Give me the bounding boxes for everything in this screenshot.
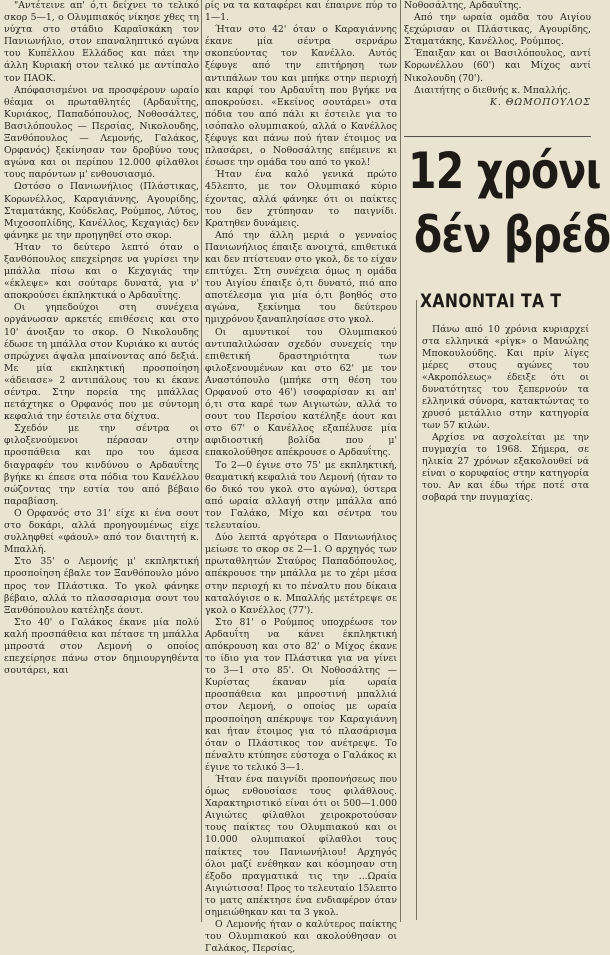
article-column-2: [205, 0, 397, 955]
paragraph: Στο 40' ο Γαλάκος έκανε μία πολύ καλή προσπάθεια και πέτασε τη μπάλλα μπροστά στον Λεμονή ο οποίος επεχείρησε πάνω στον δημιουργηθέντα σουτάρει, και: [4, 616, 199, 677]
paragraph: Έπαιξαν και οι Βασιλόπουλος, αντί Κορωνέλλου (60') και Μίχος αντί Νικολουδη (70').: [404, 48, 591, 84]
paragraph: Από την ωραία ομάδα του Αιγίου ξεχώρισαν οι Πλάστικας, Αγουρίδης, Σταματάκης, Κανέλλος, Ρούμπος.: [404, 12, 591, 48]
paragraph: Οι γηπεδούχοι στη συνέχεια οργάνωσαν αρκετές επιθέσεις και στο 10' άνοιξαν το σκορ. Ο Νικολουδης έδωσε τη μπάλλα στον Κυριάκο κι αυτός σπρώχνει άψαλα μπαίνοντας από δεξιά. Με μία εκπληκτική προσποίηση «άδειασε» 2 αντιπάλους του κι έκανε σέντρα. Στην πορεία της μπάλλας πετάχτηκε ο Ορφανός που με σύντομη κεφαλιά την έστειλε στα δίχτυα.: [4, 302, 199, 423]
paragraph: Στο 81' ο Ρούμπος υποχρέωσε τον Αρδαυΐτη να κάνει έκπληκτική απόκρουση και στο 82' ο Μίχος έκανε το ίδιο για τον Πλάστικα για να γίνει το 3—1 στο 85'. Οι Νοθοσάλτης — Κυρίστας έκαναν μία ωραία προσπάθεια και μπροστινή μπαλλιά στον Λεμονή, ο οποίος με ωραία προσποίηση απέκρυψε τον Καραγιάννη και ήταν έτοιμος για τό πλασάρισμα όταν ο Πλάστικος τον ανέτρεψε. Το πέναλτυ κτύπησε εύστοχα ο Γαλάκος κι έγινε το τελικό 3—1.: [205, 616, 397, 773]
paragraph: Το 2—0 έγινε στο 75' με εκπληκτική, θεαματική κεφαλιά του Λεμονή (ήταν το 6ο δικό του γκολ στο αγώνα), ύστερα από ωραία αλλαγή στην μπάλλα από τον Γαλάκο, Μίχο και σέντρα του τελευταίου.: [205, 459, 397, 532]
headline-line-2: δέν βρέδ: [414, 206, 610, 264]
paragraph: "Αντέτεινε απ' ό,τι δείχνει το τελικό σκορ 5—1, ο Ολυμπιακός νίκησε χθες τη νύχτα στο στάδιο Καραϊσκάκη τον Πανιωνήλιο, στον επαναληπτικό αγώνα του Κυπέλλου Ελλάδος και πάει την άλλη Κυριακή στον τελικό με αντίπαλο τον ΠΑΟΚ.: [4, 0, 199, 84]
paragraph: Ωστόσο ο Πανιωνήλιος (Πλάστικας, Κορωνέλλος, Καραγιάννης, Αγουρίδης, Σταματάκης, Κούδελας, Ρούμπος, Λύτος, Μιχοσοπλίδης, Κανέλλος, Κεχαγιάς) δεν φάνηκε με την προηγηθεί στο σκορ.: [4, 181, 199, 241]
section-divider: [404, 136, 591, 137]
paragraph: Σχεδόν με την σέντρα οι φιλοξενούμενοι πέρασαν στην προσπάθεια και προ του άμεσα διαγραφέν του κινδύνου ο Αρδαυΐτης βγήκε κι έπεσε στα πόδια του Κανέλλου σώζοντας την εστία του από βέβαιο παραβίαση.: [4, 423, 199, 507]
paragraph: ρίς να τα καταφέρει και έπαιρνε πύρ το 1—1.: [205, 0, 397, 24]
headline-line-1: 12 χρόνι: [408, 142, 601, 200]
paragraph: Αρχίσε να ασχολείται με την πυγμαχία το 1968. Σήμερα, σε ηλικία 27 χρόνων εξακολουθεί νά είναι ο κορυφαίος στην κατηγορία του. Αν και έδω τήρε ποτέ στα σοβαρά την πυγμαχίας.: [422, 432, 589, 503]
paragraph: Δύο λεπτά αργότερα ο Πανιωνήλιος μείωσε το σκορ σε 2—1. Ο αρχηγός των πρωταθλητών Σταύρος Παπαδόπουλος, απέκρουσε την μπάλλα με το χέρι μέσα στην περιοχή κι το πέναλτυ που δίκαια καταλόγισε ο κ. Μπαλλής μετέτρεψε σε γκολ ο Κανέλλος (77').: [205, 532, 397, 616]
boxing-article-body: [422, 324, 589, 504]
paragraph: Διαιτήτης ο διεθνής κ. Μπαλλής.: [414, 84, 571, 96]
paragraph: Ήταν ένα παιγνίδι προπονήσεως που όμως ενθουσίασε τους φιλάθλους. Χαρακτηριστικό είναι ότι οι 500—1.000 Αιγιώτες φίλαθλοι χειροκροτούσαν τους παίκτες του Ολυμπιακού και οι 10.000 ολυμπιακοί φίλαθλοι τους παίκτες του Πανιωνήλιου! Αρχηγός όλοι μαζί ενέθηκαν και κόσμησαν στη έξοδο πραγματικά τις την ...Ωραία Αιγιώτισσα! Προς το τελευταίο 15λεπτο το ματς απέκτησε ένα ενδιαφέρον όταν σημειώθηκαν και τα 3 γκολ.: [205, 774, 397, 919]
paragraph: Ήταν ένα καλό γενικά πρώτο 45λεπτο, με τον Ολυμπιακό κύριο έχοντας, αλλά φάνηκε ότι οι παίκτες του δεν χτύπησαν το παιγνίδι. Κρατηθεν δυνάμεις.: [205, 169, 397, 229]
column-rule-1: [201, 0, 202, 922]
paragraph: Ήταν στο 42' όταν ο Καραγιάννης έκανε μία σέντρα σερνάρω σκοπεύοντας τον Κανέλλο. Αυτός ξέφυγε από την επιτήρηση των αντιπάλων του και μπήκε στην περιοχή και καρφί του Αρδαυΐτη που βγήκε να αποκρούσει. «Εκείνος σουτάρει» στα πόδια του από πάλι κι έστειλε για το ισόπαλο ολυμπιακού, αλλά ο Κανέλλος ξέφυγε και πάνω πού ήταν έτοιμος να πλασάρει, ο Νοθοσάλτης επέμεινε κι έσωσε την ομάδα του από το γκολ!: [205, 24, 397, 169]
paragraph: Ο Λεμονής ήταν ο καλύτερος παίκτης του Ολυμπιακού και ακολούθησαν οι Γαλάκος, Περσίας,: [205, 919, 397, 955]
article-column-3: [404, 0, 591, 130]
article-column-1: [4, 0, 199, 922]
paragraph: Ήταν το δεύτερο λεπτό όταν ο ξανθόπουλος επεχείρησε να γυρίσει την μπάλλα πίσω και ο Κεχαγιάς την «έκλεψε» και σούταρε δυνατά, για ν' αποκρούσει έκπληκτικά ο Αρδαυΐτης.: [4, 241, 199, 302]
subheadline: ΧΑΝΟΝΤΑΙ ΤΑ Τ: [420, 290, 562, 312]
paragraph: Ο Ορφανός στο 31' είχε κι ένα σουτ στο δοκάρι, αλλά προηγουμένως είχε συλληφθεί «φάουλ» από τον διαιτητή κ. Μπαλλή.: [4, 507, 199, 556]
paragraph: Νοθοσάλτης, Αρδαυΐτης.: [404, 0, 522, 11]
author-signature: Κ. ΘΩΜΟΠΟΥΛΟΣ: [489, 96, 591, 108]
paragraph: Οι αμυντικοί του Ολυμπιακού αντιπαλιλώσαν σχεδόν συνεχείς την επιθετική δραστηριότητα των φιλοξενουμένων και στο 62' με τον Αναστόπουλο (μπήκε στη θέση του Ορφανού στο 46') ισοφαρίσαν κι απ' ό,τι στα καρέ των Αιγιωτών, αλλά το σουτ του Περσίου κατέληξε άουτ και στο 67' ο Κανέλλος εξαπέλυσε μία αφιδιοστική βολίδα που μ' επακολούθησε απέκρουσε ο Αρδαυΐτης.: [205, 326, 397, 459]
column-rule-2: [400, 0, 401, 922]
paragraph: Από την άλλη μεριά ο γενναίος Πανιωνήλιος έπαιξε ανοιχτά, επιθετικά και δεν πτίστευαν στο γκολ, δε το είχαν επιτύχει. Στη συνέχεια όμως η ομάδα του Αιγίου έπαιξε ό,τι δυνατό, πιό απο αποτέλεσμα για μία ό,τι βοηθός στο αγώνα, ξεκίνημα του δεύτερου ημιχρόνου ξαναπλησίασε στο γκολ.: [205, 229, 397, 326]
paragraph: Στο 35' ο Λεμονής μ' εκπληκτική προσποίηση έβαλε τον Ξανθόπουλο μόνο προς τον Πλάστικα. Το γκολ φάνηκε βέβαιο, αλλά το πλασσαρισμα σουτ του Ξανθόπουλου κατέληξε άουτ.: [4, 556, 199, 616]
paragraph: Πάνω από 10 χρόνια κυριαρχεί στα ελληνικά «ρίγκ» ο Μανώλης Μποκουλούδης. Και πρίν λίγες μέρες στους αγώνες του «Ακροπόλεως» έδειξε ότι οι δυνατότητες του ξεπερνούν τα ελληνικά σύνορα, κατακτώντας το χρυσό μετάλλιο στην κατηγορία των 57 κιλών.: [422, 324, 589, 431]
paragraph: Απόφασισμένοι να προσφέρουν ωραίο θέαμα οι πρωταθλητές (Αρδαυΐτης, Κυριάκος, Παπαδόπουλος, Νοθοσάλτες, Βασιλόπουλος — Περσίας, Νικολουδης, Ξανθόπουλος — Λεμονής, Γαλάκος, Ορφανός) ξεκίνησαν τον δροβύνο τους αγώνα και οι περίπου 12.000 φίλαθλοι τους παρόντων μ' ενθουσιασμό.: [4, 84, 199, 181]
column-rule-3: [416, 300, 417, 920]
